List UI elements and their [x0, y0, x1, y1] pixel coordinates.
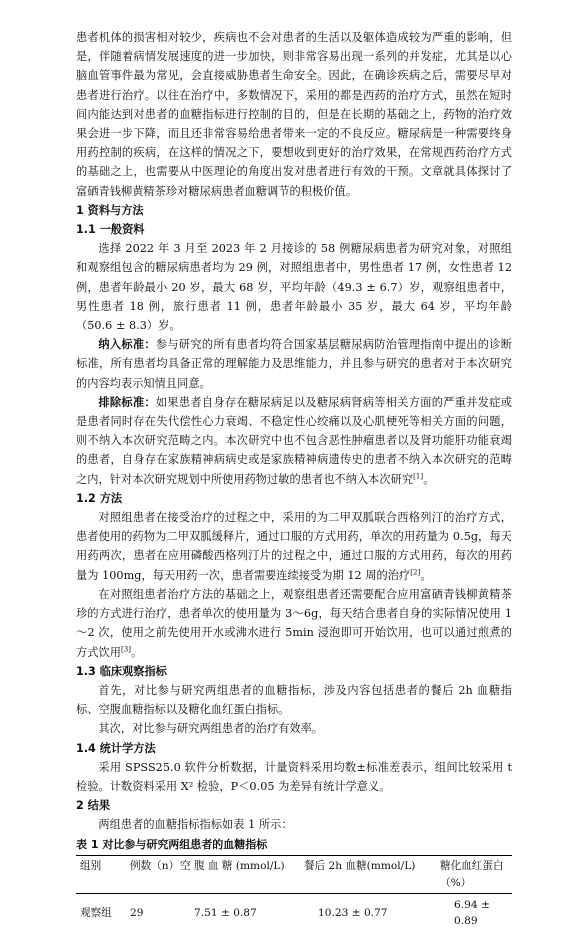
table-cell: 6.94 ± 0.89 [454, 898, 490, 927]
section-2-heading: 2 结果 [76, 799, 111, 813]
inclusion-criteria-term: 纳入标准： [98, 338, 156, 352]
inclusion-criteria-paragraph [76, 335, 512, 393]
indicators-paragraph-2: 其次，对比参与研究两组患者的治疗有效率。 [98, 722, 324, 736]
section-1-heading: 1 资料与方法 [76, 203, 144, 217]
exclusion-criteria-term: 排除标准： [98, 395, 156, 409]
statistics-paragraph: 采用 SPSS25.0 软件分析数据，计量资料采用均数±标准差表示，组间比较采用 t 检验。计数资料采用 X² 检验，P＜0.05 为差异有统计学意义。 [76, 760, 512, 793]
intro-paragraph: 患者机体的损害相对较少，疾病也不会对患者的生活以及躯体造成较为严重的影响，但是，伴随着病情发展速度的进一步加快，则非常容易出现一系列的并发症，尤其是以心脑血管事件最为常见，会直接威胁患者生命安全。因此，在确诊疾病之后，需要尽早对患者进行治疗。以往在治疗中，多数情况下，采用的都是西药的治疗方式，虽然在短时间内能达到对患者的血糖指标进行控制的目的，但是在长期的基础之上，药物的治疗效果会进一步下降，而且还非常容易给患者带来一定的不良反应。糖尿病是一种需要终身用药控制的疾病，在这样的情况之下，要想收到更好的治疗效果，在常规西药治疗方式的基础之上，也需要从中医理论的角度出发对患者进行有效的干预。文章就具体探讨了富硒青钱柳黄精茶珍对糖尿病患者血糖调节的积极价值。 [76, 31, 512, 198]
table-caption: 表 1 对比参与研究两组患者的血糖指标 [76, 837, 268, 851]
method-control-paragraph [76, 508, 512, 585]
exclusion-criteria-text: 如果患者自身存在糖尿病足以及糖尿病肾病等相关方面的严重并发症或是患者同时存在失代偿性心力衰竭、不稳定性心绞痛以及心肌梗死等相关方面的问题，则不纳入本次研究范畴之内。本次研究中也不包含恶性肿瘤患者以及肾功能肝功能衰竭的患者，自身存在家族精神病病史或是家族精神病遗传史的患者不纳入本次研究的范畴之内，针对本次研究规划中所使用药物过敏的患者也不纳入本次研究 [76, 395, 512, 486]
method-control-text: 对照组患者在接受治疗的过程之中，采用的为二甲双胍联合西格列汀的治疗方式，患者使用的药物为二甲双胍缓释片，通过口服的方式用药，单次的用药量为 0.5g，每天用药两次，患者在应用磷酸西格列汀片的过程之中，通过口服的方式用药，每次的用药量为 100mg，每天用药一次，患者需要连续接受为期 12 周的治疗 [76, 511, 512, 582]
paper-page [76, 28, 512, 932]
citation-ref: [3] [120, 644, 132, 653]
table-cell: 7.51 ± 0.87 [194, 906, 257, 919]
method-observation-paragraph [76, 585, 512, 662]
method-observation-text: 在对照组患者治疗方法的基础之上，观察组患者还需要配合应用富硒青钱柳黄精茶珍的方式进行治疗，患者单次的使用量为 3～6g，每天结合患者自身的实际情况使用 1～2 次，使用之前先使用开水或沸水进行 5min 浸泡即可开始饮用，也可以通过煎煮的方式饮用 [76, 587, 512, 659]
table-header-cell: 空 腹 血 糖 (mmol/L) [180, 859, 285, 872]
table-cell: 29 [130, 906, 144, 919]
inclusion-criteria-text: 参与研究的所有患者均符合国家基层糖尿病防治管理指南中提出的诊断标准，所有患者均具备正常的理解能力及思维能力，并且参与研究的患者对于本次研究的内容均表示知情且同意。 [76, 338, 512, 390]
sentence-end: 。 [131, 645, 143, 659]
table-header-cell: 糖化血红蛋白（%） [440, 859, 504, 889]
indicators-paragraph-1: 首先，对比参与研究两组患者的血糖指标，涉及内容包括患者的餐后 2h 血糖指标、空腹血糖指标以及糖化血红蛋白指标。 [76, 683, 512, 717]
table-header-cell: 组别 [80, 859, 102, 872]
sentence-end: 。 [423, 472, 435, 486]
citation-ref: [1] [413, 471, 424, 480]
table-row [76, 893, 512, 932]
section-1-2-heading: 1.2 方法 [76, 491, 123, 505]
table-header-cell: 餐后 2h 血糖(mmol/L) [304, 859, 416, 872]
sentence-end: 。 [420, 568, 432, 582]
table-cell: 10.23 ± 0.77 [318, 906, 388, 919]
results-table [76, 855, 512, 932]
results-paragraph: 两组患者的血糖指标指标如表 1 所示： [98, 818, 293, 832]
exclusion-criteria-paragraph [76, 393, 512, 489]
section-1-3-heading: 1.3 临床观察指标 [76, 664, 167, 678]
citation-ref: [2] [410, 567, 421, 576]
table-header-row [76, 855, 512, 893]
section-1-4-heading: 1.4 统计学方法 [76, 741, 156, 755]
general-data-paragraph: 选择 2022 年 3 月至 2023 年 2 月接诊的 58 例糖尿病患者为研究对象，对照组和观察组包含的糖尿病患者均为 29 例，对照组患者中，男性患者 17 例，女性患者 12 例，患者年龄最小 20 岁，最大 68 岁，平均年龄（49.3 ± 6.7）岁，观察组患者中，男性患者 18 例，旅行患者 11 例，患者年龄最小 35 岁，最大 64 岁，平均年龄（50.6 ± 8.3）岁。 [76, 242, 512, 333]
table-cell: 观察组 [80, 906, 112, 919]
table-header-cell: 例数（n） [130, 859, 180, 872]
section-1-1-heading: 1.1 一般资料 [76, 223, 145, 237]
